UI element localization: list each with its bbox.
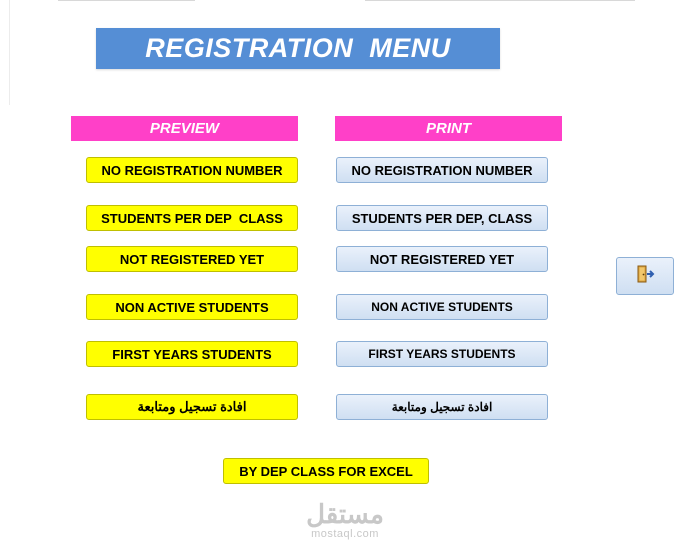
preview-header-label: PREVIEW — [149, 120, 220, 137]
exit-door-icon — [635, 265, 655, 288]
page-title: REGISTRATION MENU — [145, 33, 451, 63]
excel-export-button[interactable]: BY DEP CLASS FOR EXCEL — [223, 458, 429, 484]
print-not-registered-yet-button[interactable]: NOT REGISTERED YET — [336, 246, 548, 272]
print-header-label: PRINT — [426, 120, 471, 137]
print-non-active-students-button[interactable]: NON ACTIVE STUDENTS — [336, 294, 548, 320]
preview-non-active-students-button[interactable]: NON ACTIVE STUDENTS — [86, 294, 298, 320]
print-students-per-dep-class-button[interactable]: STUDENTS PER DEP, CLASS — [336, 205, 548, 231]
title-banner — [96, 28, 500, 69]
mostaql-watermark — [300, 500, 390, 540]
top-border-right — [365, 0, 635, 1]
left-border — [9, 0, 10, 105]
top-border-left — [58, 0, 195, 1]
watermark-arabic: مستقل — [306, 499, 384, 529]
preview-not-registered-yet-button[interactable]: NOT REGISTERED YET — [86, 246, 298, 272]
preview-registration-certificate-button[interactable]: افادة تسجيل ومتابعة — [86, 394, 298, 420]
preview-students-per-dep-class-button[interactable]: STUDENTS PER DEP CLASS — [86, 205, 298, 231]
exit-button[interactable] — [616, 257, 674, 295]
print-header — [335, 116, 562, 141]
preview-header — [71, 116, 298, 141]
preview-first-years-students-button[interactable]: FIRST YEARS STUDENTS — [86, 341, 298, 367]
watermark-latin: mostaql.com — [311, 528, 379, 540]
print-registration-certificate-button[interactable]: افادة تسجيل ومتابعة — [336, 394, 548, 420]
preview-no-registration-number-button[interactable]: NO REGISTRATION NUMBER — [86, 157, 298, 183]
print-no-registration-number-button[interactable]: NO REGISTRATION NUMBER — [336, 157, 548, 183]
print-first-years-students-button[interactable]: FIRST YEARS STUDENTS — [336, 341, 548, 367]
